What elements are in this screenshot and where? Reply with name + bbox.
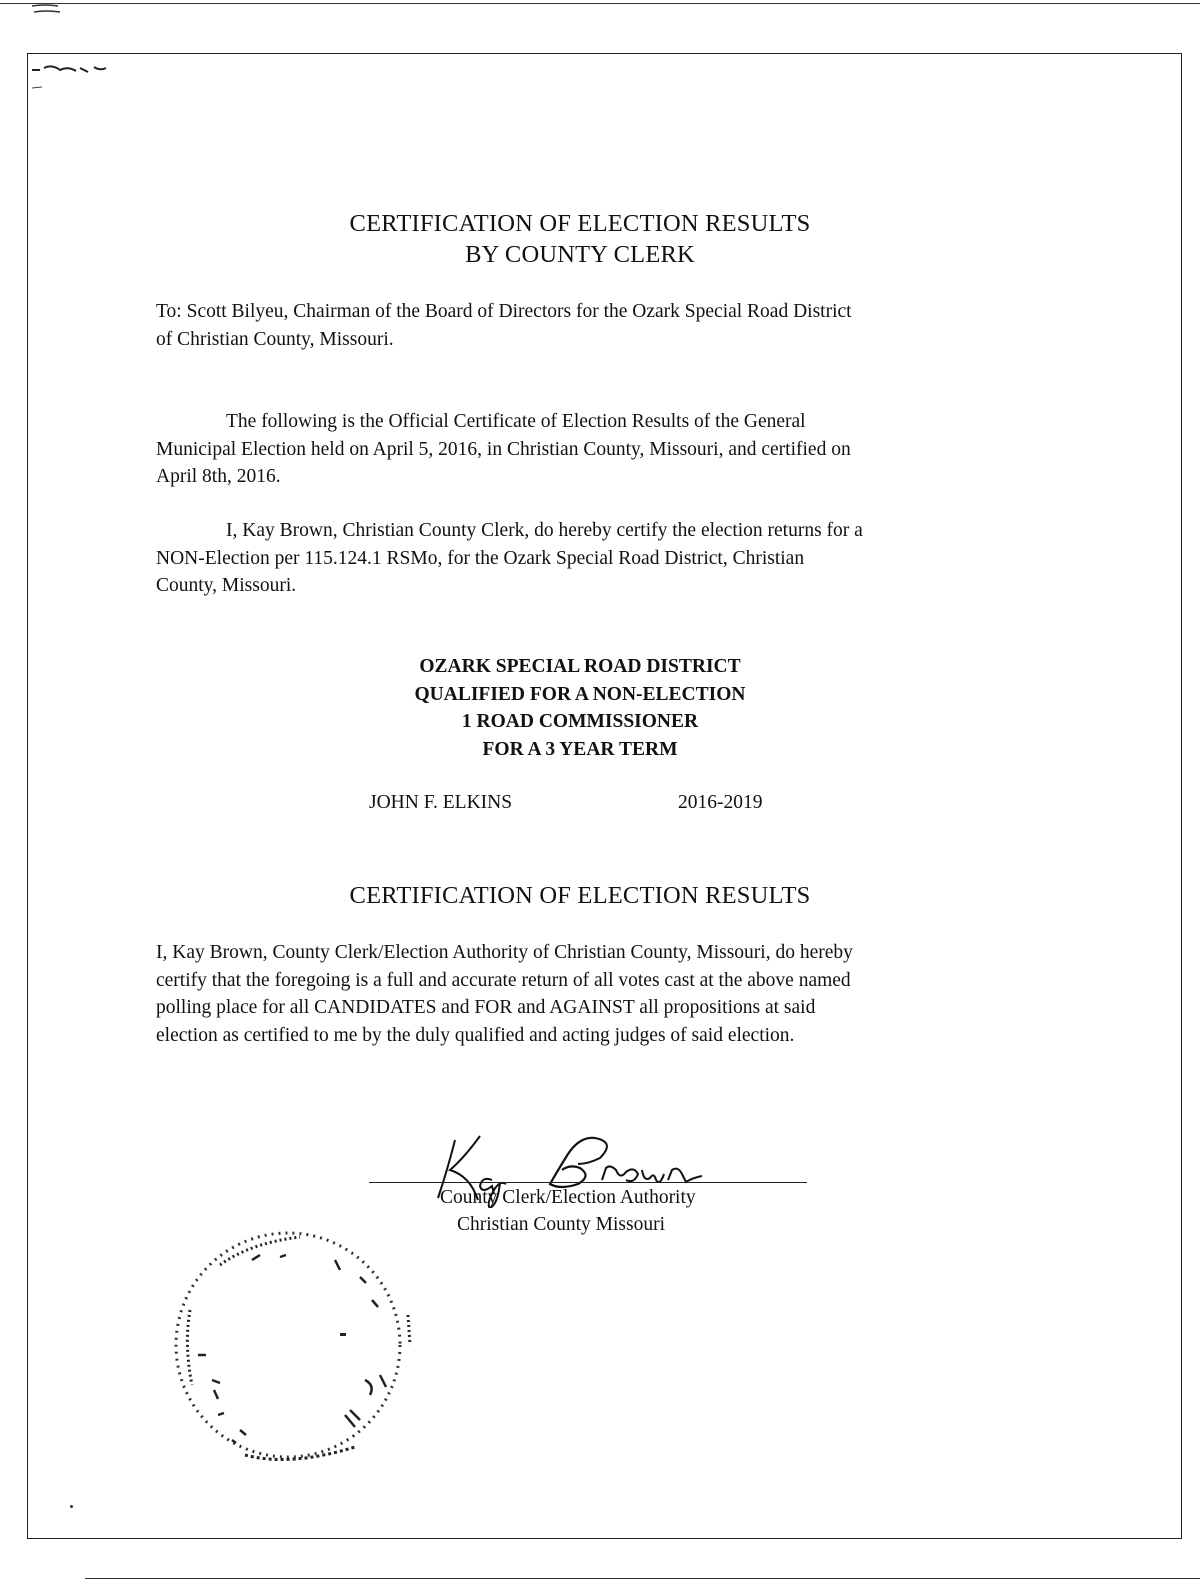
document-subtitle: BY COUNTY CLERK (465, 241, 695, 268)
certification-statement (156, 939, 1036, 1049)
signatory-title: County Clerk/Election Authority (440, 1187, 696, 1208)
candidate-name: JOHN F. ELKINS (369, 792, 513, 813)
statement-line: certify that the foregoing is a full and accurate return of all votes cast at the above named (156, 969, 851, 991)
district-block (0, 653, 1160, 763)
addressee-line: To: Scott Bilyeu, Chairman of the Board of Directors for the Ozark Special Road District (156, 301, 852, 322)
candidate-term: 2016-2019 (678, 792, 763, 813)
intro-line: Municipal Election held on April 5, 2016, in Christian County, Missouri, and certified on (156, 438, 851, 460)
top-scratch-mark (30, 0, 70, 20)
district-office: 1 ROAD COMMISSIONER (461, 711, 699, 732)
statement-line: polling place for all CANDIDATES and FOR and AGAINST all propositions at said (156, 997, 816, 1018)
embossed-seal (160, 1215, 430, 1475)
certify-paragraph (156, 517, 1016, 600)
bottom-edge-rule (85, 1578, 1200, 1579)
intro-paragraph (156, 408, 1016, 491)
speck-mark (70, 1505, 73, 1508)
intro-line: April 8th, 2016. (156, 466, 281, 487)
signature-line (369, 1182, 807, 1183)
document-title: CERTIFICATION OF ELECTION RESULTS (349, 210, 811, 237)
top-edge-rule (0, 3, 1200, 4)
certify-line: County, Missouri. (156, 575, 297, 596)
addressee-block (156, 298, 1016, 353)
addressee-line: of Christian County, Missouri. (156, 328, 394, 350)
certify-line: NON-Election per 115.124.1 RSMo, for the Ozark Special Road District, Christian (156, 547, 805, 569)
corner-scribble-mark (28, 62, 118, 92)
section-heading: CERTIFICATION OF ELECTION RESULTS (349, 882, 811, 909)
signatory-location: Christian County Missouri (457, 1214, 666, 1235)
intro-line: The following is the Official Certificate of Election Results of the General (226, 411, 806, 432)
statement-line: election as certified to me by the duly qualified and acting judges of said election. (156, 1024, 795, 1046)
district-name: OZARK SPECIAL ROAD DISTRICT (419, 656, 741, 677)
district-qualification: QUALIFIED FOR A NON-ELECTION (414, 683, 746, 705)
certify-line: I, Kay Brown, Christian County Clerk, do hereby certify the election returns for a (226, 520, 863, 541)
district-term-length: FOR A 3 YEAR TERM (482, 738, 678, 760)
statement-line: I, Kay Brown, County Clerk/Election Authority of Christian County, Missouri, do hereby (156, 942, 853, 963)
